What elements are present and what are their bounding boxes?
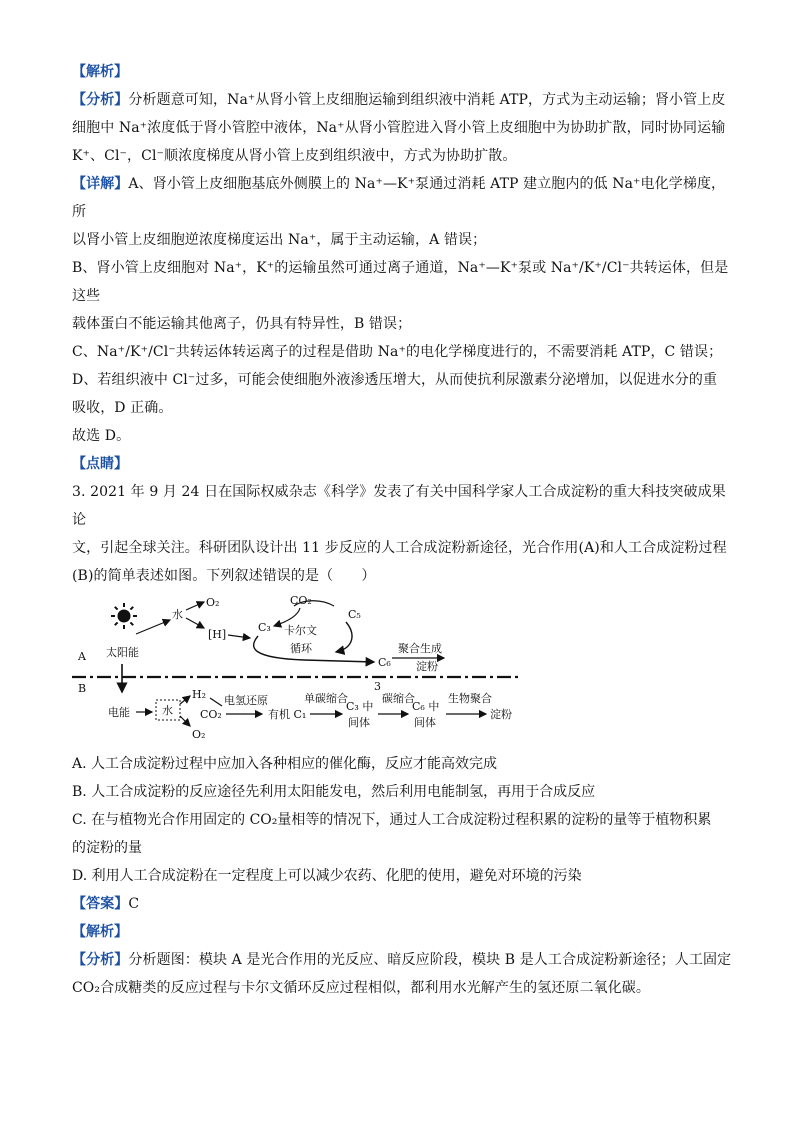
option-c-cont: 的淀粉的量	[72, 840, 142, 856]
c5-label: C₅	[348, 608, 361, 621]
c3-mid-label: C₃ 中	[346, 700, 374, 713]
three-label: 3	[374, 680, 381, 693]
answer-tag: 【答案】	[72, 896, 129, 912]
calvin-label: 卡尔文	[284, 624, 317, 637]
co2-top-label: CO₂	[290, 594, 312, 607]
arrow-water-h	[186, 618, 204, 628]
fenxi-paragraph-2	[72, 946, 732, 974]
answer-value: C	[128, 896, 140, 912]
analysis-tag: 【解析】	[72, 64, 128, 80]
fenxi-line: CO₂合成糖类的反应过程与卡尔文循环反应过程相似，都利用水光解产生的氢还原二氧化碳。	[72, 980, 650, 996]
arrow-water-h2	[180, 696, 190, 704]
xiangjie-paragraph	[72, 170, 732, 226]
starch-bot-label: 淀粉	[490, 708, 512, 721]
fenxi-tag-2: 【分析】	[72, 952, 129, 968]
c6-top-label: C₆	[378, 656, 391, 669]
c3-mid-label-2: 间体	[348, 716, 370, 729]
organic-c1-label: 有机 C₁	[268, 708, 307, 721]
arrow-water-o2	[180, 716, 190, 726]
fenxi-line: K⁺、Cl⁻，Cl⁻顺浓度梯度从肾小管上皮到组织液中，方式为协助扩散。	[72, 148, 517, 164]
analysis-tag-2: 【解析】	[72, 924, 128, 940]
option-b: B. 人工合成淀粉的反应途径先利用太阳能发电，然后利用电能制氢，再用于合成反应	[72, 784, 596, 800]
fenxi-line: 分析题意可知，Na⁺从肾小管上皮细胞运输到组织液中消耗 ATP，方式为主动运输；肾小管上皮	[128, 92, 726, 108]
water-box-label: 水	[162, 704, 173, 717]
co2-bot-label: CO₂	[200, 708, 222, 721]
diagram-svg	[72, 594, 532, 744]
module-a-label: A	[78, 650, 86, 663]
xiangjie-line: B、肾小管上皮细胞对 Na⁺，K⁺的运输虽然可通过离子通道，Na⁺—K⁺泵或 Na⁺/K⁺/Cl⁻共转运体，但是这些	[72, 260, 729, 304]
xiangjie-line: 故选 D。	[72, 428, 131, 444]
c6-mid-label: C₆ 中	[412, 700, 440, 713]
xiangjie-line: 以肾小管上皮细胞逆浓度梯度运出 Na⁺，属于主动运输，A 错误；	[72, 232, 487, 248]
bio-polymer-label: 生物聚合	[448, 692, 492, 705]
c3-top-label: C₃	[258, 621, 271, 634]
carbon-condense-label: 碳缩合	[382, 692, 415, 705]
h-label: [H]	[208, 628, 227, 641]
module-b-label: B	[78, 682, 87, 695]
fenxi-line: 细胞中 Na⁺浓度低于肾小管腔中液体，Na⁺从肾小管腔进入肾小管上皮细胞中为协助扩散，同时协同运输	[72, 120, 726, 136]
electric-label: 电能	[108, 706, 130, 719]
polymerize-label: 聚合生成	[398, 642, 442, 655]
o2-bot-label: O₂	[192, 728, 206, 741]
xiangjie-tag: 【详解】	[72, 176, 129, 192]
sun-icon	[111, 603, 137, 629]
arrow-sun-water	[136, 620, 170, 634]
xiangjie-line: 吸收，D 正确。	[72, 400, 173, 416]
option-a: A. 人工合成淀粉过程中应加入各种相应的催化酶，反应才能高效完成	[72, 756, 498, 772]
question-stem: 文，引起全球关注。科研团队设计出 11 步反应的人工合成淀粉新途径，光合作用(A)和人工合成淀粉过程	[72, 540, 727, 556]
c6-mid-label-2: 间体	[414, 716, 436, 729]
answer-line	[72, 890, 732, 918]
starch-top-label: 淀粉	[416, 660, 438, 673]
photosynthesis-diagram	[72, 594, 532, 744]
xiangjie-line: 载体蛋白不能运输其他离子，仍具有特异性，B 错误；	[72, 316, 412, 332]
option-c: C. 在与植物光合作用固定的 CO₂量相等的情况下，通过人工合成淀粉过程积累的淀粉的量等于植物积累	[72, 812, 712, 828]
cycle-arc-right	[336, 622, 352, 652]
arrow-water-o2	[186, 602, 204, 610]
single-carbon-label: 单碳缩合	[304, 692, 348, 705]
xiangjie-line: A、肾小管上皮细胞基底外侧膜上的 Na⁺—K⁺泵通过消耗 ATP 建立胞内的低 Na⁺电化学梯度，所	[72, 176, 726, 220]
fenxi-paragraph	[72, 86, 732, 114]
fenxi-tag: 【分析】	[72, 92, 129, 108]
page-content	[72, 58, 732, 1002]
option-d: D. 利用人工合成淀粉在一定程度上可以减少农药、化肥的使用，避免对环境的污染	[72, 868, 582, 884]
solar-energy-label: 太阳能	[106, 646, 139, 659]
fenxi-line: 分析题图：模块 A 是光合作用的光反应、暗反应阶段，模块 B 是人工合成淀粉新途径；人工固定	[128, 952, 732, 968]
xiangjie-line: C、Na⁺/K⁺/Cl⁻共转运体转运离子的过程是借助 Na⁺的电化学梯度进行的，不需要消耗 ATP，C 错误；	[72, 344, 723, 360]
o2-top-label: O₂	[206, 596, 220, 609]
question-stem: 3. 2021 年 9 月 24 日在国际权威杂志《科学》发表了有关中国科学家人工合成淀粉的重大科技突破成果论	[72, 484, 726, 528]
question-stem: (B)的简单表述如图。下列叙述错误的是（ ）	[72, 568, 376, 584]
arrow-h2-join	[210, 698, 222, 706]
dianjing-tag: 【点睛】	[72, 456, 128, 472]
arrow-h-cycle	[228, 635, 250, 638]
water-top-label: 水	[172, 608, 183, 621]
calvin-label-2: 循环	[290, 642, 312, 655]
xiangjie-line: D、若组织液中 Cl⁻过多，可能会使细胞外液渗透压增大，从而使抗利尿激素分泌增加，以促进水分的重	[72, 372, 718, 388]
h2-label: H₂	[192, 688, 207, 701]
reduce-label: 电氢还原	[224, 694, 268, 707]
cycle-arc-bottom	[254, 636, 374, 662]
